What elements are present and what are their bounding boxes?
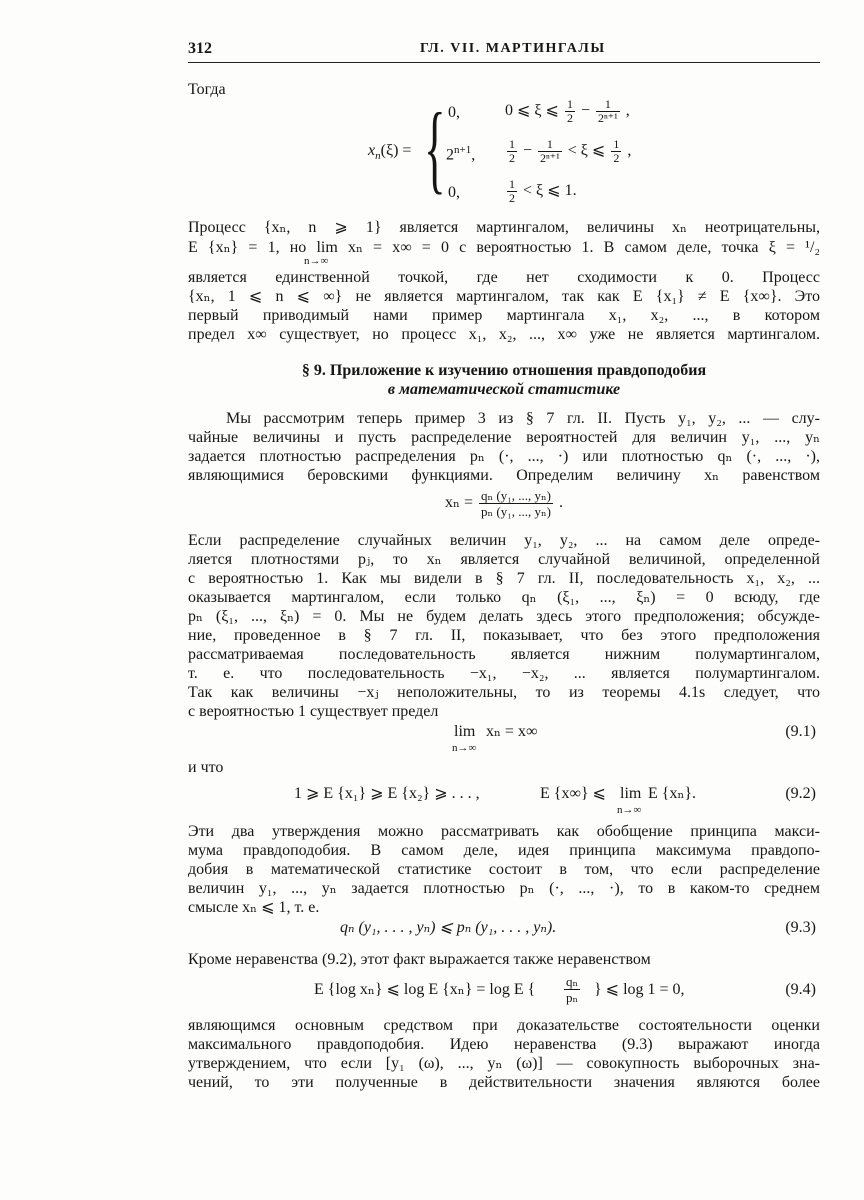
para3-line-1: Если распределение случайных величин y₁, y₂, ... на самом деле опреде- <box>188 532 820 549</box>
piecewise-lhs: $x_n(\xi)$ = <box>368 142 412 163</box>
para1-line-2: E {xₙ} = 1, но lim xₙ = x∞ = 0 с вероятностью 1. В самом деле, точка ξ = ¹/₂ <box>188 239 820 256</box>
para1-lim-subscript: n→∞ <box>304 255 329 267</box>
page-header <box>188 40 820 63</box>
eq94-a: E {log xₙ} ⩽ log E {xₙ} = log E { <box>314 981 536 998</box>
case-2-value: $2^{n+1}$, <box>446 144 476 164</box>
para2-line-3: задается плотностью распределения pₙ (·, ..., ·) или плотностью qₙ (·, ..., ·), <box>188 448 820 465</box>
eq94-fraction: $\frac{\text{qₙ}}{\text{pₙ}}$ <box>566 974 579 1005</box>
eq92-right-a: E {x∞} ⩽ <box>540 785 606 802</box>
para6-line-2: максимального правдоподобия. Идею неравенства (9.3) выражают иногда <box>188 1036 820 1053</box>
section-subtitle: в математической статистике <box>387 381 621 398</box>
case-2-condition: $\frac{1}{2}$ − $\frac{1}{\text{2ⁿ⁺¹}}$ < ξ ⩽ $\frac{1}{2}$ , <box>509 137 632 165</box>
eq92-under: n→∞ <box>617 804 642 816</box>
case-1-value: 0, <box>448 104 460 121</box>
eq94-b: } ⩽ log 1 = 0, <box>594 981 685 998</box>
para2-line-4: являющимися беровскими функциями. Определим величину xₙ равенством <box>188 467 820 484</box>
para5: Кроме неравенства (9.2), этот факт выражается также неравенством <box>188 951 651 968</box>
case-1-condition: 0 ⩽ ξ ⩽ $\frac{1}{2}$ − $\frac{1}{\text{2ⁿ⁺¹}}$ , <box>505 97 630 125</box>
para3-line-5: pₙ (ξ₁, ..., ξₙ) = 0. Мы не будем делать здесь этого предположения; обсужде- <box>188 608 820 625</box>
ratio-formula: xₙ = $\frac{\text{qₙ (y₁, ..., yₙ)}}{\text{pₙ (y₁, ..., yₙ)}}$ . <box>445 488 563 519</box>
running-title: ГЛ. VII. МАРТИНГАЛЫ <box>420 41 606 56</box>
para1-line-4: {xₙ, 1 ⩽ n ⩽ ∞} не является мартингалом, так как E {x₁} ≠ E {x∞}. Это <box>188 288 820 305</box>
eq91-under: n→∞ <box>452 742 477 754</box>
case-3-condition: $\frac{1}{2}$ < ξ ⩽ 1. <box>509 177 577 205</box>
eq93-number: (9.3) <box>785 919 816 936</box>
page-number: 312 <box>188 40 212 57</box>
para4-line-3: добия в математической статистике состоит в том, что если распределение <box>188 861 820 878</box>
eq94-number: (9.4) <box>785 981 816 998</box>
eq91-number: (9.1) <box>785 723 816 740</box>
para2-line-1: Мы рассмотрим теперь пример 3 из § 7 гл. II. Пусть y₁, y₂, ... — слу- <box>226 410 820 427</box>
para4-line-2: мума правдоподобия. В самом деле, идея принципа максимума правдопо- <box>188 842 820 859</box>
eq92-number: (9.2) <box>785 785 816 802</box>
left-brace: { <box>424 92 446 203</box>
para3-line-2: ляется плотностями pⱼ, то xₙ является случайной величиной, определенной <box>188 551 820 568</box>
para6-line-4: чений, то эти полученные в действительности значения являются более <box>188 1074 820 1091</box>
and-that: и что <box>188 759 224 776</box>
section-title: § 9. Приложение к изучению отношения правдоподобия <box>301 362 707 379</box>
para4-line-5: смысле xₙ ⩽ 1, т. е. <box>188 899 320 916</box>
eq93-body: qₙ (y₁, . . . , yₙ) ⩽ pₙ (y₁, . . . , yₙ). <box>340 919 557 936</box>
para1-line-3: является единственной точкой, где нет сходимости к 0. Процесс <box>188 269 820 286</box>
para1-line-1: Процесс {xₙ, n ⩾ 1} является мартингалом, величины xₙ неотрицательны, <box>188 219 820 236</box>
para1-line-6: предел x∞ существует, но процесс x₁, x₂, ..., x∞ уже не является мартингалом. <box>188 326 820 343</box>
para1-line-5: первый приводимый нами пример мартингала x₁, x₂, ..., в котором <box>188 307 820 324</box>
eq91-lim: lim <box>454 723 476 740</box>
case-3-value: 0, <box>448 184 460 201</box>
para3-line-10: с вероятностью 1 существует предел <box>188 703 439 720</box>
para3-line-8: т. е. что последовательность −x₁, −x₂, ... является полумартингалом. <box>188 665 820 682</box>
para3-line-9: Так как величины −xⱼ неположительны, то из теоремы 4.1s следует, что <box>188 684 820 701</box>
para3-line-4: оказывается мартингалом, если только qₙ (ξ₁, ..., ξₙ) = 0 всюду, где <box>188 589 820 606</box>
para3-line-7: рассматриваемая последовательность является нижним полумартингалом, <box>188 646 820 663</box>
para3-line-6: ние, проведенное в § 7 гл. II, показывает, что без этого предположения <box>188 627 820 644</box>
eq92-left: 1 ⩾ E {x₁} ⩾ E {x₂} ⩾ . . . , <box>294 785 480 802</box>
para4-line-1: Эти два утверждения можно рассматривать как обобщение принципа макси- <box>188 823 820 840</box>
para2-line-2: чайные величины и пусть распределение вероятностей для величин y₁, ..., yₙ <box>188 429 820 446</box>
para6-line-1: являющимся основным средством при доказательстве состоятельности оценки <box>188 1017 820 1034</box>
para6-line-3: утверждением, что если [y₁ (ω), ..., yₙ (ω)] — совокупность выборочных зна- <box>188 1055 820 1072</box>
para3-line-3: с вероятностью 1. Как мы видели в § 7 гл. II, последовательность x₁, x₂, ... <box>188 570 820 587</box>
eq92-lim: lim <box>620 785 642 802</box>
intro-word: Тогда <box>188 81 226 98</box>
eq91-body: xₙ = x∞ <box>486 723 538 740</box>
para4-line-4: величин y₁, ..., yₙ задается плотностью pₙ (·, ..., ·), то в каком-то среднем <box>188 880 820 897</box>
eq92-right-b: E {xₙ}. <box>648 785 697 802</box>
